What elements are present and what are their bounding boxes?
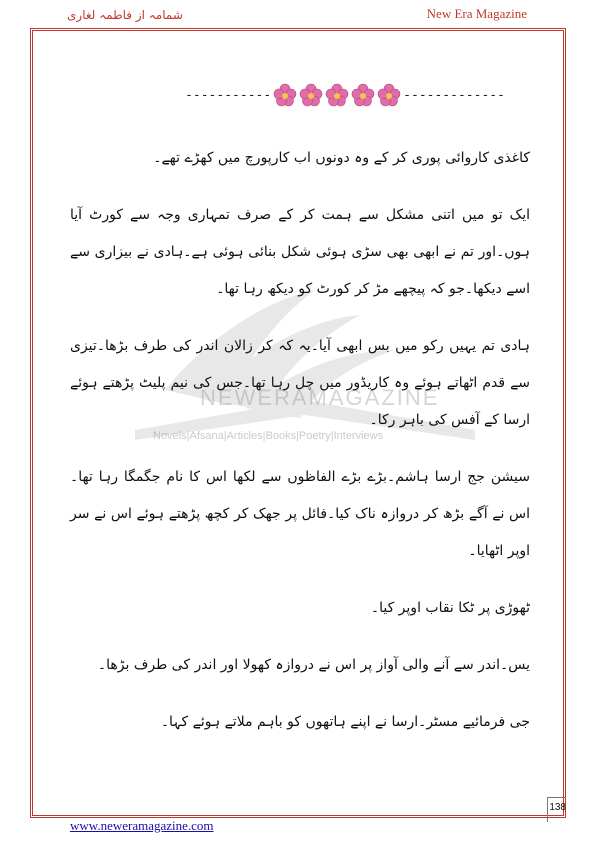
paragraph: جی فرمائیے مسٹر۔ارسا نے اپنے ہاتھوں کو باہم ملاتے ہوئے کہا۔ [160, 714, 530, 730]
divider-dashes-right: ------------- [403, 87, 505, 103]
watermark-categories: Novels|Afsana|Articles|Books|Poetry|Interviews [153, 430, 384, 442]
header-author: شمامہ از فاطمہ لغاری [67, 8, 183, 22]
flower-icon [351, 83, 375, 107]
footer-website-link[interactable]: www.neweramagazine.com [70, 818, 214, 833]
divider-dashes-left: ----------- [185, 87, 272, 103]
page-number: 138 [547, 797, 566, 822]
flower-icon [299, 83, 323, 107]
paragraph: ٹھوڑی پر ٹکا نقاب اوپر کیا۔ [370, 600, 530, 616]
flower-icon [377, 83, 401, 107]
paragraph: ایک تو میں اتنی مشکل سے ہمت کر کے صرف تمہاری وجہ سے کورٹ آیا ہوں۔اور تم نے ابھی بھی سڑی ہوئی شکل بنائی ہوئی ہے۔ہادی نے بیزاری سے اسے دیکھا۔جو کہ پیچھے مڑ کر کورٹ کو دیکھ رہا تھا۔ [70, 207, 530, 297]
flower-icon [273, 83, 297, 107]
section-divider [160, 82, 530, 108]
paragraph: کاغذی کاروائی پوری کر کے وہ دونوں اب کارپورچ میں کھڑے تھے۔ [153, 150, 530, 166]
article-body [70, 140, 530, 761]
flower-icon [325, 83, 349, 107]
paragraph: یس۔اندر سے آنے والی آواز پر اس نے دروازہ کھولا اور اندر کی طرف بڑھا۔ [97, 657, 530, 673]
watermark-title: NEWERAMAGAZINE [200, 385, 440, 410]
paragraph: ہادی تم یہیں رکو میں بس ابھی آیا۔یہ کہ کر زالان اندر کی طرف بڑھا۔تیزی سے قدم اٹھاتے ہوئے وہ کاریڈور میں چل رہا تھا۔جس کی نیم پلیٹ پڑھتے ہوئے ارسا کے آفس کی باہر رکا۔ [70, 338, 530, 428]
header-magazine-title: New Era Magazine [426, 6, 527, 21]
paragraph: سیشن جج ارسا ہاشم۔بڑے بڑے الفاظوں سے لکھا اس کا نام جگمگا رہا تھا۔اس نے آگے بڑھ کر دروازہ ناک کیا۔فائل پر جھک کر کچھ پڑھتے ہوئے اس نے سر اوپر اٹھایا۔ [70, 469, 530, 559]
